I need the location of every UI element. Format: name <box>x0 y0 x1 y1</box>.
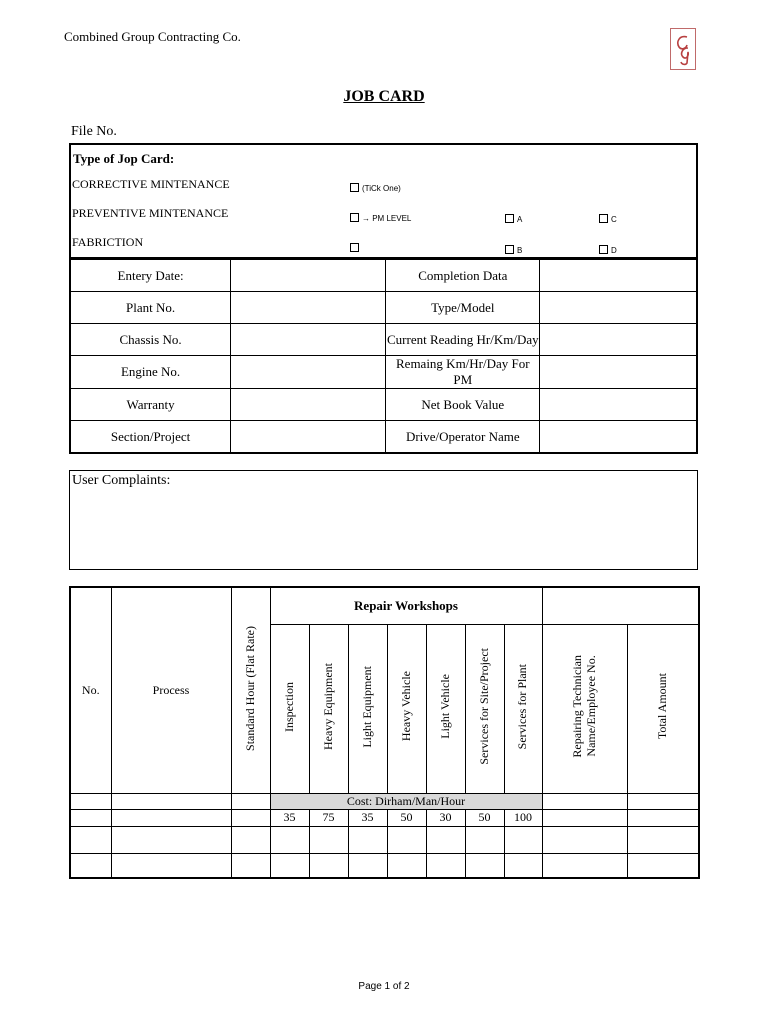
table-cell[interactable] <box>387 826 426 853</box>
col-header-label: Inspection <box>281 681 296 732</box>
table-cell <box>542 809 627 826</box>
info-row <box>70 292 697 324</box>
info-label: Section/Project <box>70 421 231 454</box>
technician-label: Repairing Technician Name/Employee No. <box>569 655 598 758</box>
repair-workshops-header: Repair Workshops <box>270 587 542 624</box>
info-value-field[interactable] <box>540 389 697 421</box>
info-value-field[interactable] <box>231 356 386 389</box>
preventive-label: PREVENTIVE MINTENANCE <box>72 206 229 220</box>
info-row <box>70 389 697 421</box>
info-value-field[interactable] <box>540 421 697 454</box>
col-header <box>465 624 504 793</box>
table-row <box>70 826 699 853</box>
std-hour-header <box>231 587 270 793</box>
fabrication-label: FABRICTION <box>72 235 144 249</box>
info-label: Chassis No. <box>70 324 231 356</box>
corrective-label: CORRECTIVE MINTENANCE <box>72 177 230 191</box>
repair-workshops-table <box>69 586 700 879</box>
info-label: Warranty <box>70 389 231 421</box>
corrective-option[interactable] <box>350 178 401 196</box>
info-value-field[interactable] <box>231 292 386 324</box>
table-cell[interactable] <box>387 853 426 878</box>
info-value-field[interactable] <box>540 324 697 356</box>
info-value-field[interactable] <box>540 259 697 292</box>
rate-value: 35 <box>270 809 309 826</box>
table-cell[interactable] <box>111 826 231 853</box>
col-header-label: Heavy Equipment <box>320 663 335 750</box>
table-cell[interactable] <box>348 826 387 853</box>
table-cell[interactable] <box>504 853 542 878</box>
table-cell <box>70 793 111 809</box>
info-row <box>70 324 697 356</box>
job-type-heading: Type of Jop Card: <box>73 151 175 166</box>
info-value-field[interactable] <box>231 259 386 292</box>
table-cell[interactable] <box>231 853 270 878</box>
table-cell <box>627 793 699 809</box>
col-header-label: Light Vehicle <box>437 674 452 739</box>
table-row <box>70 853 699 878</box>
rate-value: 35 <box>348 809 387 826</box>
table-cell[interactable] <box>348 853 387 878</box>
table-cell[interactable] <box>627 826 699 853</box>
pm-level-a-label: A <box>517 215 523 224</box>
workshop-header-row <box>70 587 699 624</box>
no-header: No. <box>70 587 111 793</box>
cost-row <box>70 793 699 809</box>
info-label: Plant No. <box>70 292 231 324</box>
info-label: Current Reading Hr/Km/Day <box>386 324 540 356</box>
user-complaints-box[interactable] <box>69 470 698 570</box>
table-cell[interactable] <box>504 826 542 853</box>
pm-level-d-checkbox[interactable] <box>599 245 608 254</box>
table-cell <box>231 793 270 809</box>
table-cell <box>70 809 111 826</box>
col-header <box>348 624 387 793</box>
info-value-field[interactable] <box>540 292 697 324</box>
info-label: Remaing Km/Hr/Day For PM <box>386 356 540 389</box>
table-cell[interactable] <box>231 826 270 853</box>
table-cell[interactable] <box>309 826 348 853</box>
col-header-label: Light Equipment <box>359 665 374 748</box>
info-value-field[interactable] <box>540 356 697 389</box>
total-label: Total Amount <box>654 673 669 740</box>
table-cell[interactable] <box>542 853 627 878</box>
col-header <box>426 624 465 793</box>
job-type-box <box>69 143 698 259</box>
user-complaints-label: User Complaints: <box>72 473 171 488</box>
info-value-field[interactable] <box>231 421 386 454</box>
pm-level-c-label: C <box>611 215 617 224</box>
company-logo <box>670 28 696 70</box>
vehicle-info-table <box>69 258 698 454</box>
preventive-option[interactable] <box>350 208 411 226</box>
info-row <box>70 421 697 454</box>
pm-level-d-option[interactable] <box>599 240 617 258</box>
rate-value: 75 <box>309 809 348 826</box>
table-cell <box>111 793 231 809</box>
table-cell <box>111 809 231 826</box>
fabrication-checkbox[interactable] <box>350 243 359 252</box>
pm-level-d-label: D <box>611 246 617 255</box>
table-cell[interactable] <box>111 853 231 878</box>
table-cell[interactable] <box>627 853 699 878</box>
table-cell[interactable] <box>309 853 348 878</box>
page-number: Page 1 of 2 <box>358 981 410 992</box>
preventive-checkbox[interactable] <box>350 213 359 222</box>
table-cell[interactable] <box>426 853 465 878</box>
table-cell[interactable] <box>70 853 111 878</box>
pm-level-a-checkbox[interactable] <box>505 214 514 223</box>
corrective-checkbox[interactable] <box>350 183 359 192</box>
process-header: Process <box>111 587 231 793</box>
info-value-field[interactable] <box>231 324 386 356</box>
table-cell[interactable] <box>465 826 504 853</box>
std-hour-label: Standard Hour (Flat Rate) <box>242 625 257 751</box>
file-no-label: File No. <box>71 124 117 139</box>
page-title: JOB CARD <box>343 88 425 105</box>
info-label: Completion Data <box>386 259 540 292</box>
rate-value: 50 <box>465 809 504 826</box>
rate-value: 30 <box>426 809 465 826</box>
table-cell <box>542 793 627 809</box>
info-label: Entery Date: <box>70 259 231 292</box>
col-header-label: Services for Site/Project <box>476 648 491 765</box>
info-row <box>70 259 697 292</box>
col-header <box>504 624 542 793</box>
col-header <box>270 624 309 793</box>
info-row <box>70 356 697 389</box>
table-cell <box>627 809 699 826</box>
info-label: Engine No. <box>70 356 231 389</box>
cost-label: Cost: Dirham/Man/Hour <box>270 793 542 809</box>
table-cell[interactable] <box>465 853 504 878</box>
technician-header <box>542 624 627 793</box>
info-label: Net Book Value <box>386 389 540 421</box>
info-value-field[interactable] <box>231 389 386 421</box>
fabrication-option[interactable] <box>350 238 362 256</box>
pm-level-c-checkbox[interactable] <box>599 214 608 223</box>
table-cell[interactable] <box>270 853 309 878</box>
pm-level-b-checkbox[interactable] <box>505 245 514 254</box>
col-header <box>387 624 426 793</box>
pm-level-b-label: B <box>517 246 523 255</box>
col-header-label: Heavy Vehicle <box>398 671 413 742</box>
col-header <box>309 624 348 793</box>
blank-header-cell <box>542 587 699 624</box>
table-cell[interactable] <box>542 826 627 853</box>
logo-icon <box>673 32 693 66</box>
table-cell[interactable] <box>70 826 111 853</box>
table-cell <box>231 809 270 826</box>
table-cell[interactable] <box>426 826 465 853</box>
pm-level-c-option[interactable] <box>599 209 617 227</box>
table-cell[interactable] <box>270 826 309 853</box>
col-header-label: Services for Plant <box>515 663 530 750</box>
pm-level-b-option[interactable] <box>505 240 522 258</box>
tick-one-note: (TiCk One) <box>362 184 401 193</box>
total-header <box>627 624 699 793</box>
pm-level-a-option[interactable] <box>505 209 522 227</box>
info-label: Type/Model <box>386 292 540 324</box>
company-name: Combined Group Contracting Co. <box>64 29 241 44</box>
rate-value: 100 <box>504 809 542 826</box>
pm-level-label: → PM LEVEL <box>362 214 412 223</box>
info-label: Drive/Operator Name <box>386 421 540 454</box>
rate-value: 50 <box>387 809 426 826</box>
rates-row <box>70 809 699 826</box>
